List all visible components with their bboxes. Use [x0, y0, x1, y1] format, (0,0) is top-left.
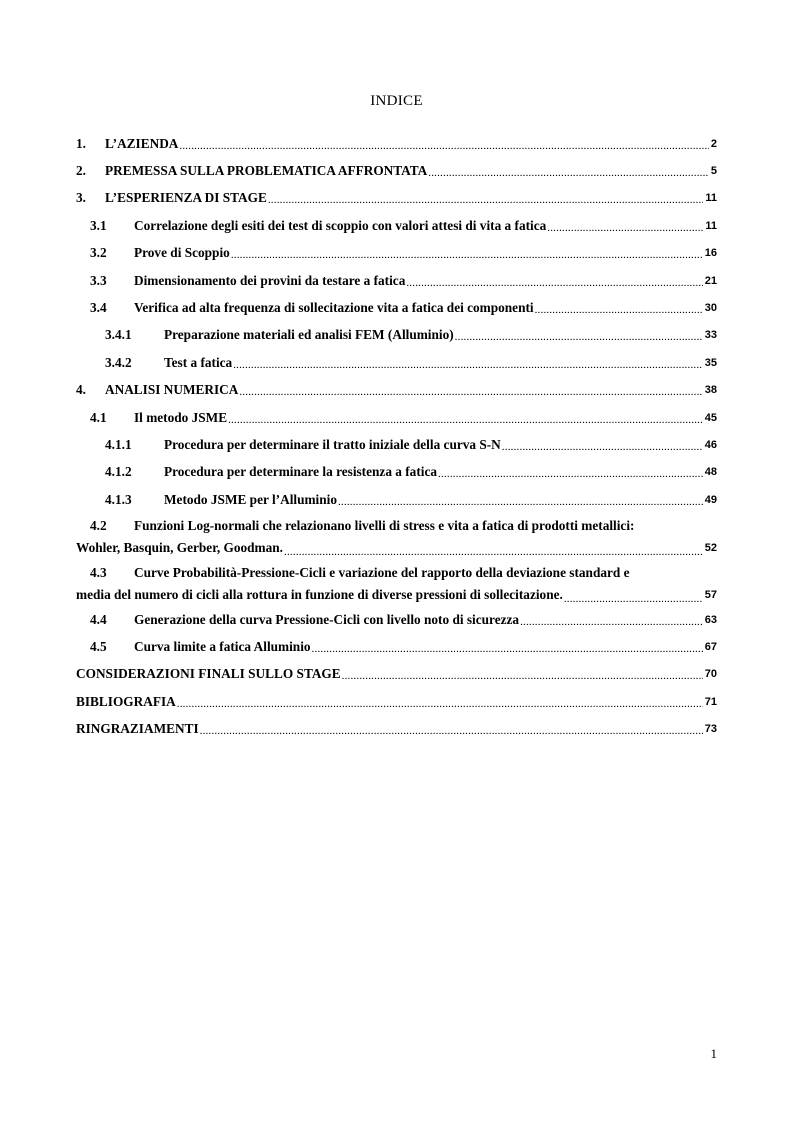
toc-entry-number: 4.5 [90, 639, 107, 654]
toc-entry-page: 49 [704, 494, 717, 506]
toc-entry-title: Curve Probabilità-Pressione-Cicli e variazione del rapporto della deviazione standard e [134, 565, 630, 580]
toc-entry-number: 4. [76, 382, 86, 397]
toc-entry-4-3[interactable] [76, 562, 717, 606]
toc-dot-leader [564, 592, 703, 606]
toc-dot-leader [177, 697, 703, 711]
toc-entry-page: 46 [704, 439, 717, 451]
toc-dot-leader [228, 413, 703, 427]
toc-entry-number: 4.4 [90, 612, 107, 627]
toc-dot-leader [179, 139, 708, 153]
toc-entry-page: 71 [704, 696, 717, 708]
toc-entry-page: 45 [704, 412, 717, 424]
toc-dot-leader [502, 440, 703, 454]
toc-entry-1[interactable] [76, 135, 717, 153]
toc-entry-number: 4.3 [90, 565, 107, 580]
toc-entry-4-1-1[interactable] [105, 436, 717, 454]
toc-entry-4-1-3[interactable] [105, 491, 717, 509]
toc-dot-leader [455, 330, 703, 344]
toc-dot-leader [438, 467, 703, 481]
toc-entry-bibliografia[interactable] [76, 693, 717, 711]
toc-entry-page: 52 [704, 542, 717, 554]
toc-entry-2[interactable] [76, 162, 717, 180]
toc-dot-leader [338, 495, 703, 509]
toc-entry-page: 33 [704, 329, 717, 341]
toc-entry-page: 48 [704, 466, 717, 478]
toc-entry-number: 4.1.3 [105, 492, 132, 507]
toc-entry-4-5[interactable] [90, 638, 717, 656]
toc-entry-page: 70 [704, 668, 717, 680]
toc-dot-leader [428, 166, 709, 180]
toc-entry-title: Il metodo JSME [134, 410, 228, 425]
toc-entry-title: Generazione della curva Pressione-Cicli con livello noto di sicurezza [134, 612, 520, 627]
toc-entry-title: Prove di Scoppio [134, 245, 230, 260]
toc-entry-title: Curva limite a fatica Alluminio [134, 639, 311, 654]
toc-entry-title: L’AZIENDA [105, 136, 179, 151]
toc-entry-page: 16 [704, 247, 717, 259]
toc-entry-number: 2. [76, 163, 86, 178]
toc-dot-leader [312, 642, 703, 656]
toc-dot-leader [200, 724, 703, 738]
toc-entry-title: CONSIDERAZIONI FINALI SULLO STAGE [76, 666, 341, 681]
toc-dot-leader [284, 545, 703, 559]
toc-dot-leader [535, 303, 703, 317]
toc-dot-leader [268, 193, 704, 207]
toc-entry-4[interactable] [76, 381, 717, 399]
toc-dot-leader [239, 385, 702, 399]
toc-entry-page: 30 [704, 302, 717, 314]
toc-entry-title: Dimensionamento dei provini da testare a fatica [134, 273, 406, 288]
toc-entry-title: Preparazione materiali ed analisi FEM (Alluminio) [164, 327, 454, 342]
toc-entry-title: Verifica ad alta frequenza di sollecitazione vita a fatica dei componenti [134, 300, 534, 315]
toc-entry-4-1-2[interactable] [105, 463, 717, 481]
toc-entry-number: 4.1 [90, 410, 107, 425]
toc-entry-number: 3. [76, 190, 86, 205]
toc-entry-title: L’ESPERIENZA DI STAGE [105, 190, 267, 205]
toc-entry-number: 4.2 [90, 518, 107, 533]
toc-entry-page: 11 [705, 220, 717, 232]
toc-entry-title: Correlazione degli esiti dei test di scoppio con valori attesi di vita a fatica [134, 218, 547, 233]
toc-entry-page: 5 [710, 165, 717, 177]
toc-dot-leader [233, 358, 703, 372]
toc-entry-title: BIBLIOGRAFIA [76, 694, 176, 709]
toc-entry-3[interactable] [76, 189, 717, 207]
toc-dot-leader [547, 221, 703, 235]
toc-entry-page: 57 [704, 589, 717, 601]
toc-entry-page: 21 [704, 275, 717, 287]
toc-entry-number: 4.1.1 [105, 437, 132, 452]
toc-dot-leader [342, 669, 703, 683]
toc-entry-number: 3.4.1 [105, 327, 132, 342]
toc-entry-title-continued: media del numero di cicli alla rottura in funzione di diverse pressioni di sollecitazione. [76, 587, 563, 602]
toc-entry-title: RINGRAZIAMENTI [76, 721, 199, 736]
toc-entry-3-4-2[interactable] [105, 354, 717, 372]
toc-entry-title: Procedura per determinare la resistenza a fatica [164, 464, 438, 479]
toc-dot-leader [231, 248, 703, 262]
toc-entry-page: 63 [704, 614, 717, 626]
toc-entry-4-4[interactable] [90, 611, 717, 629]
toc-entry-title: PREMESSA SULLA PROBLEMATICA AFFRONTATA [105, 163, 428, 178]
toc-entry-4-2[interactable] [76, 515, 717, 559]
toc-entry-page: 2 [710, 138, 717, 150]
toc-entry-title: Procedura per determinare il tratto iniziale della curva S-N [164, 437, 501, 452]
toc-dot-leader [520, 615, 703, 629]
toc-entry-page: 38 [704, 384, 717, 396]
toc-entry-4-1[interactable] [90, 409, 717, 427]
toc-entry-title-continued: Wohler, Basquin, Gerber, Goodman. [76, 540, 284, 555]
toc-entry-title: Test a fatica [164, 355, 233, 370]
toc-entry-3-2[interactable] [90, 244, 717, 262]
toc-entry-3-3[interactable] [90, 272, 717, 290]
toc-entry-ringraziamenti[interactable] [76, 720, 717, 738]
toc-entry-page: 35 [704, 357, 717, 369]
toc-entry-number: 3.1 [90, 218, 107, 233]
toc-entry-number: 3.3 [90, 273, 107, 288]
page-title: INDICE [370, 93, 423, 109]
toc-dot-leader [406, 276, 702, 290]
toc-entry-3-4[interactable] [90, 299, 717, 317]
page-number: 1 [710, 1046, 717, 1061]
toc-entry-title: ANALISI NUMERICA [105, 382, 239, 397]
toc-entry-number: 3.4.2 [105, 355, 132, 370]
toc-entry-page: 11 [705, 192, 717, 204]
toc-entry-page: 73 [704, 723, 717, 735]
toc-entry-number: 3.2 [90, 245, 107, 260]
toc-entry-title: Metodo JSME per l’Alluminio [164, 492, 337, 507]
toc-entry-3-1[interactable] [90, 217, 717, 235]
toc-entry-number: 3.4 [90, 300, 107, 315]
toc-entry-page: 67 [704, 641, 717, 653]
toc-entry-considerazioni[interactable] [76, 665, 717, 683]
toc-entry-title: Funzioni Log-normali che relazionano livelli di stress e vita a fatica di prodotti metallici: [134, 518, 635, 533]
toc-entry-number: 4.1.2 [105, 464, 132, 479]
toc-entry-number: 1. [76, 136, 86, 151]
toc-entry-3-4-1[interactable] [105, 326, 717, 344]
